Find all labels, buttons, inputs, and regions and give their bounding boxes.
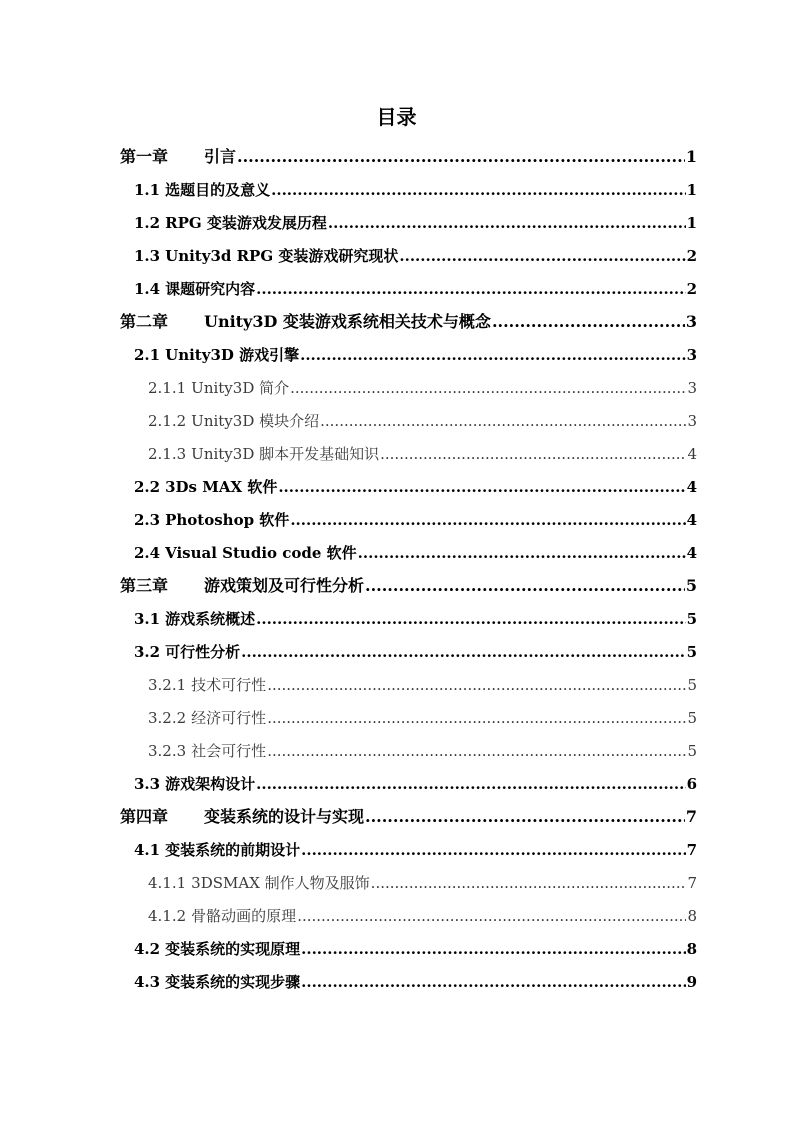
toc-entry[interactable] — [120, 307, 697, 337]
toc-entry-page-number: 6 — [686, 775, 697, 793]
dot-leader — [320, 406, 686, 436]
dot-leader — [256, 274, 685, 304]
toc-entry-page-number: 1 — [686, 214, 697, 232]
toc-entry[interactable] — [148, 736, 697, 766]
dot-leader — [301, 934, 685, 964]
dot-leader — [267, 736, 686, 766]
toc-entry-number: 2.1.1 — [148, 379, 187, 397]
toc-entry-number: 4.1.1 — [148, 874, 187, 892]
toc-entry[interactable] — [134, 835, 697, 865]
toc-entry-page-number: 8 — [687, 907, 697, 925]
toc-entry-number: 2.3 — [134, 511, 161, 529]
toc-entry-title: 游戏系统概述 — [165, 610, 256, 628]
toc-entry-title: 变装系统的实现原理 — [165, 940, 301, 958]
toc-entry-page-number: 2 — [686, 247, 697, 265]
toc-entry-title: 3Ds MAX 软件 — [165, 478, 278, 496]
toc-entry[interactable] — [134, 505, 697, 535]
toc-entry[interactable] — [148, 868, 697, 898]
toc-entry-number: 第二章 — [120, 312, 169, 331]
toc-entry[interactable] — [134, 241, 697, 271]
toc-entry-page-number: 7 — [685, 807, 697, 826]
toc-entry-number: 4.1.2 — [148, 907, 187, 925]
toc-entry[interactable] — [148, 373, 697, 403]
toc-entry[interactable] — [134, 472, 697, 502]
toc-entry-title: 选题目的及意义 — [165, 181, 271, 199]
toc-entry-title: 经济可行性 — [191, 709, 267, 727]
dot-leader — [267, 703, 686, 733]
toc-entry-number: 1.2 — [134, 214, 161, 232]
toc-entry[interactable] — [134, 538, 697, 568]
toc-entry-title: Photoshop 软件 — [165, 511, 290, 529]
dot-leader — [365, 571, 685, 601]
toc-entry[interactable] — [148, 439, 697, 469]
toc-entry[interactable] — [120, 571, 697, 601]
toc-entry-title: 引言 — [204, 147, 237, 166]
toc-entry-page-number: 9 — [686, 973, 697, 991]
toc-entry-page-number: 1 — [686, 181, 697, 199]
toc-entry-page-number: 2 — [686, 280, 697, 298]
toc-entry[interactable] — [148, 703, 697, 733]
toc-entry-number: 2.1 — [134, 346, 161, 364]
toc-entry-page-number: 5 — [686, 643, 697, 661]
toc-entry-number: 第三章 — [120, 576, 169, 595]
toc-entry[interactable] — [120, 802, 697, 832]
toc-entry-number: 第一章 — [120, 147, 169, 166]
toc-entry[interactable] — [148, 406, 697, 436]
toc-entry-page-number: 3 — [687, 379, 697, 397]
toc-entry[interactable] — [134, 934, 697, 964]
dot-leader — [256, 769, 685, 799]
dot-leader — [358, 538, 686, 568]
toc-entry-page-number: 5 — [685, 576, 697, 595]
dot-leader — [297, 901, 686, 931]
toc-entry-page-number: 4 — [686, 511, 697, 529]
toc-entry-number: 3.3 — [134, 775, 161, 793]
toc-entry-page-number: 7 — [687, 874, 697, 892]
toc-entry-title: 3DSMAX 制作人物及服饰 — [191, 874, 370, 892]
toc-entry-page-number: 4 — [686, 544, 697, 562]
page-title: 目录 — [376, 105, 417, 129]
toc-entry-number: 第四章 — [120, 807, 169, 826]
toc-entry[interactable] — [120, 142, 697, 172]
toc-entry-page-number: 5 — [687, 709, 697, 727]
toc-entry[interactable] — [148, 901, 697, 931]
toc-entry-title: 社会可行性 — [191, 742, 267, 760]
toc-entry-number: 2.2 — [134, 478, 161, 496]
toc-entry-number: 3.1 — [134, 610, 161, 628]
dot-leader — [241, 637, 685, 667]
toc-entry-page-number: 4 — [686, 478, 697, 496]
dot-leader — [399, 241, 685, 271]
toc-entry[interactable] — [134, 274, 697, 304]
dot-leader — [300, 340, 685, 370]
toc-entry-page-number: 8 — [686, 940, 697, 958]
dot-leader — [290, 505, 685, 535]
toc-entry-number: 2.1.3 — [148, 445, 187, 463]
toc-entry[interactable] — [134, 208, 697, 238]
dot-leader — [301, 967, 685, 997]
dot-leader — [365, 802, 685, 832]
toc-entry-page-number: 5 — [687, 676, 697, 694]
toc-entry-page-number: 5 — [687, 742, 697, 760]
toc-entry[interactable] — [148, 670, 697, 700]
toc-entry-page-number: 7 — [686, 841, 697, 859]
toc-entry-title: 变装系统的设计与实现 — [204, 807, 365, 826]
toc-entry-number: 4.3 — [134, 973, 161, 991]
toc-entry-page-number: 1 — [685, 147, 697, 166]
toc-entry-title: 可行性分析 — [165, 643, 241, 661]
toc-entry-number: 3.2 — [134, 643, 161, 661]
toc-entry-page-number: 3 — [687, 412, 697, 430]
dot-leader — [267, 670, 686, 700]
toc-entry-title: 变装系统的实现步骤 — [165, 973, 301, 991]
toc-entry-page-number: 3 — [686, 346, 697, 364]
toc-entry-title: Unity3D 游戏引擎 — [165, 346, 300, 364]
toc-entry-page-number: 5 — [686, 610, 697, 628]
dot-leader — [371, 868, 687, 898]
toc-entry[interactable] — [134, 175, 697, 205]
toc-entry-number: 1.1 — [134, 181, 161, 199]
toc-entry[interactable] — [134, 769, 697, 799]
dot-leader — [380, 439, 686, 469]
dot-leader — [328, 208, 686, 238]
toc-entry-title: Unity3D 变装游戏系统相关技术与概念 — [204, 312, 491, 331]
toc-entry-title: Unity3D 简介 — [191, 379, 290, 397]
toc-entry[interactable] — [134, 967, 697, 997]
toc-entry-title: Unity3D 模块介绍 — [191, 412, 320, 430]
toc-entry-title: 游戏架构设计 — [165, 775, 256, 793]
dot-leader — [271, 175, 685, 205]
toc-entry-title: 骨骼动画的原理 — [191, 907, 297, 925]
toc-entry-number: 4.2 — [134, 940, 161, 958]
dot-leader — [301, 835, 685, 865]
dot-leader — [278, 472, 685, 502]
toc-entry-title: 游戏策划及可行性分析 — [204, 576, 365, 595]
toc-entry-title: Unity3D 脚本开发基础知识 — [191, 445, 380, 463]
toc-entry[interactable] — [134, 637, 697, 667]
toc-entry-page-number: 3 — [685, 312, 697, 331]
toc-entry-number: 3.2.2 — [148, 709, 187, 727]
toc-entry-title: 变装系统的前期设计 — [165, 841, 301, 859]
toc-entry-number: 4.1 — [134, 841, 161, 859]
toc-entry-number: 3.2.1 — [148, 676, 187, 694]
toc-entry-page-number: 4 — [687, 445, 697, 463]
toc-entry[interactable] — [134, 340, 697, 370]
toc-entry[interactable] — [134, 604, 697, 634]
dot-leader — [492, 307, 685, 337]
dot-leader — [256, 604, 685, 634]
toc-entry-number: 2.4 — [134, 544, 161, 562]
toc-entry-number: 3.2.3 — [148, 742, 187, 760]
toc-entry-number: 1.4 — [134, 280, 161, 298]
dot-leader — [290, 373, 686, 403]
toc-entry-title: RPG 变装游戏发展历程 — [165, 214, 327, 232]
toc-entry-title: Visual Studio code 软件 — [165, 544, 357, 562]
toc-entry-number: 2.1.2 — [148, 412, 187, 430]
toc-entry-title: Unity3d RPG 变装游戏研究现状 — [165, 247, 399, 265]
dot-leader — [237, 142, 685, 172]
toc-entry-title: 技术可行性 — [191, 676, 267, 694]
toc-entry-number: 1.3 — [134, 247, 161, 265]
toc-entry-title: 课题研究内容 — [165, 280, 256, 298]
